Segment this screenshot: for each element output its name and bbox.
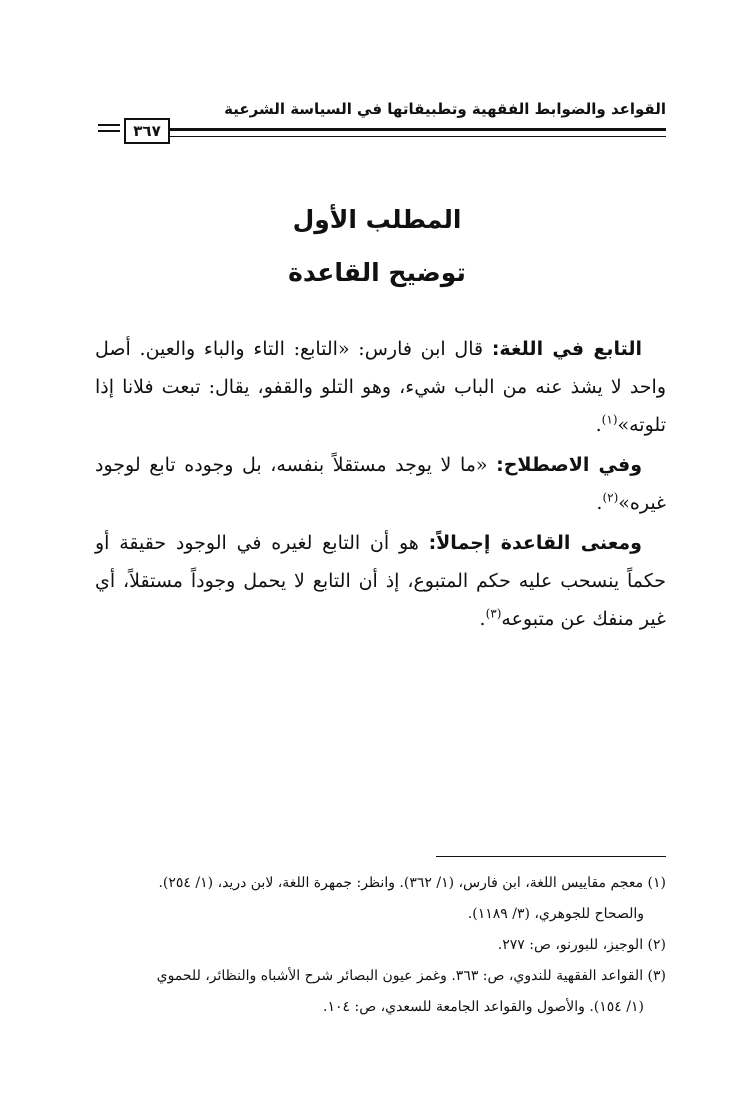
section-subtitle: توضيح القاعدة	[288, 258, 466, 287]
body-text	[95, 330, 666, 640]
page-number: ٣٦٧	[124, 118, 170, 144]
paragraph-text: «ما لا يوجد مستقلاً بنفسه، بل وجوده تابع لوجود غيره»	[95, 454, 666, 514]
footnote-3-continued: (١/ ١٥٤). والأصول والقواعد الجامعة للسعدي، ص: ١٠٤.	[323, 999, 644, 1015]
paragraph-terminology	[95, 446, 666, 522]
footnote-ref[interactable]: (٢)	[602, 490, 619, 505]
paragraph-text: هو أن التابع لغيره في الوجود حقيقة أو حكماً ينسحب عليه حكم المتبوع، إذ أن التابع لا يحمل وجوداً مستقلاً، أي غير منفك عن متبوعه	[95, 532, 666, 630]
paragraph-lead: ومعنى القاعدة إجمالاً:	[428, 532, 642, 554]
running-header-title: القواعد والضوابط الفقهية وتطبيقاتها في السياسة الشرعية	[224, 100, 666, 118]
footnote-ref[interactable]: (١)	[601, 412, 618, 427]
section-title: المطلب الأول	[292, 205, 462, 234]
footnote-1: (١) معجم مقاييس اللغة، ابن فارس، (١/ ٣٦٢). وانظر: جمهرة اللغة، لابن دريد، (١/ ٢٥٤).	[158, 875, 666, 891]
footnote-2: (٢) الوجيز، للبورنو، ص: ٢٧٧.	[497, 937, 666, 953]
paragraph-end: .	[596, 492, 603, 514]
footnote-1-continued: والصحاح للجوهري، (٣/ ١١٨٩).	[467, 906, 644, 922]
paragraph-end: .	[479, 608, 486, 630]
paragraph-linguistic	[95, 330, 666, 444]
header-thick-rule	[170, 128, 666, 134]
footnotes	[95, 868, 666, 1023]
header-decoration	[98, 124, 120, 136]
footnote-3: (٣) القواعد الفقهية للندوي، ص: ٣٦٣. وغمز عيون البصائر شرح الأشباه والنظائر، للحموي	[156, 968, 666, 984]
footnote-separator	[436, 856, 666, 857]
footnote-ref[interactable]: (٣)	[485, 606, 502, 621]
paragraph-meaning	[95, 524, 666, 638]
paragraph-end: .	[595, 414, 602, 436]
paragraph-text: قال ابن فارس: «التابع: التاء والباء والعين. أصل واحد لا يشذ عنه من الباب شيء، وهو التلو والقفو، يقال: تبعت فلانا إذا تلوته»	[95, 338, 666, 436]
paragraph-lead: وفي الاصطلاح:	[496, 454, 643, 476]
paragraph-lead: التابع في اللغة:	[491, 338, 642, 360]
header-thin-rule	[170, 136, 666, 137]
